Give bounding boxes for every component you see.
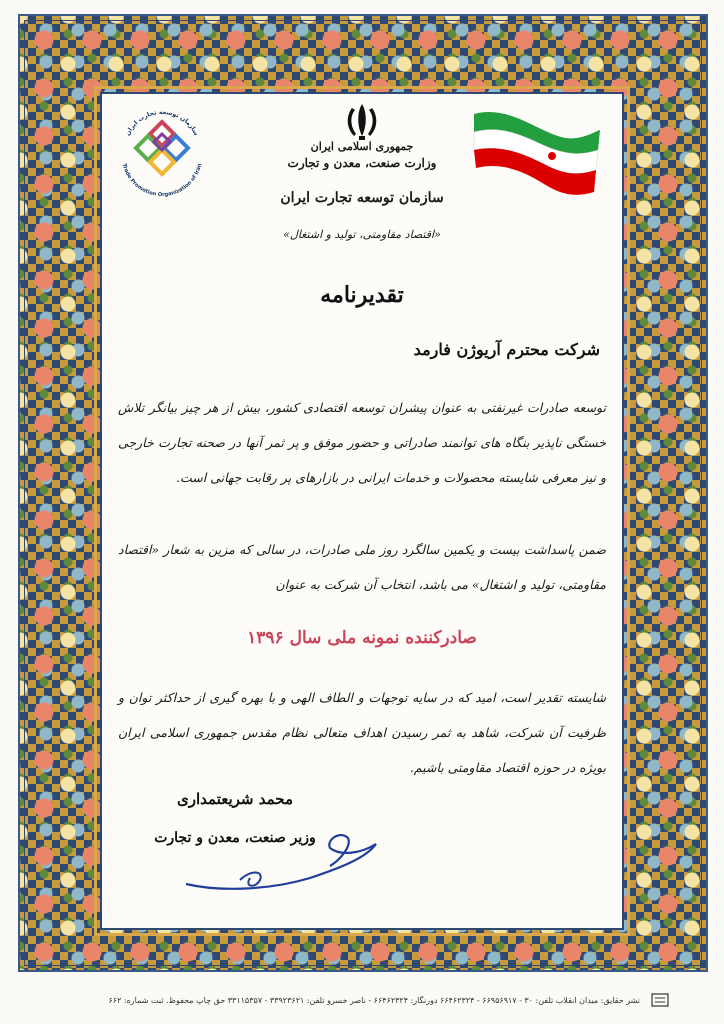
body-paragraph-2: ضمن پاسداشت بیست و یکمین سالگرد روز ملی صادرات، در سالی که مزین به شعار «اقتصاد مقاومتی، تولید و اشتغال» می باشد، انتخاب آن شرکت به عنوان xyxy=(118,542,606,592)
logo-text-en: Trade Promotion Organization of Iran xyxy=(120,162,204,199)
document-title: تقدیرنامه xyxy=(320,282,404,308)
award-title: صادرکننده نمونه ملی سال ۱۳۹۶ xyxy=(247,628,477,648)
iran-emblem-icon xyxy=(340,100,384,142)
signer-title: وزیر صنعت، معدن و تجارت xyxy=(154,830,316,846)
svg-text:Trade Promotion Organization o xyxy=(121,163,203,198)
printer-mark-icon xyxy=(650,992,670,1008)
slogan-header: «اقتصاد مقاومتی، تولید و اشتغال» xyxy=(283,228,441,241)
body-paragraph-3: شایسته تقدیر است، امید که در سایه توجهات و الطاف الهی و با بهره گیری از حداکثر توان و ظرفیت آن شرکت، شاهد به ثمر رسیدن اهداف متعالی نظام مقدس جمهوری اسلامی ایران بویژه در حوزه اقتصاد مقاومتی باشیم. xyxy=(118,690,606,775)
ministry-header: وزارت صنعت، معدن و تجارت xyxy=(287,156,437,170)
logo-text-fa: سازمان توسعه تجارت ایران xyxy=(124,108,200,137)
recipient-line: شرکت محترم آریوژن فارمد xyxy=(413,340,600,359)
footer-printer-info: نشر حقایق: میدان انقلاب تلفن: ۳۰ - ۶۶۹۵۶۹۱۷ - ۶۶۴۶۲۳۲۴ دورنگار: ۶۶۴۶۲۳۲۴ - ناصر خسرو تلفن: ۳۳۹۲۳۶۲۱ - ۳۳۱۱۵۳۵۷ حق چاپ محفوظ. ثبت شماره: ۶۶۲ xyxy=(108,996,640,1005)
tpo-logo-icon xyxy=(112,100,212,200)
republic-header: جمهوری اسلامی ایران xyxy=(310,140,414,153)
body-paragraph-1: توسعه صادرات غیرنفتی به عنوان پیشران توسعه اقتصادی کشور، بیش از هر چیز بیانگر تلاش خستگی ناپذیر بنگاه های توانمند صادراتی و حضور موفق و پر ثمر آنها در صحنه تجارت خارجی و نیز معرفی شایسته محصولات و خدمات ایرانی در بازارهای پر رقابت جهانی است. xyxy=(118,400,606,485)
signer-name: محمد شریعتمداری xyxy=(177,790,293,808)
iran-flag-icon xyxy=(470,104,606,204)
organization-header: سازمان توسعه تجارت ایران xyxy=(280,190,444,206)
